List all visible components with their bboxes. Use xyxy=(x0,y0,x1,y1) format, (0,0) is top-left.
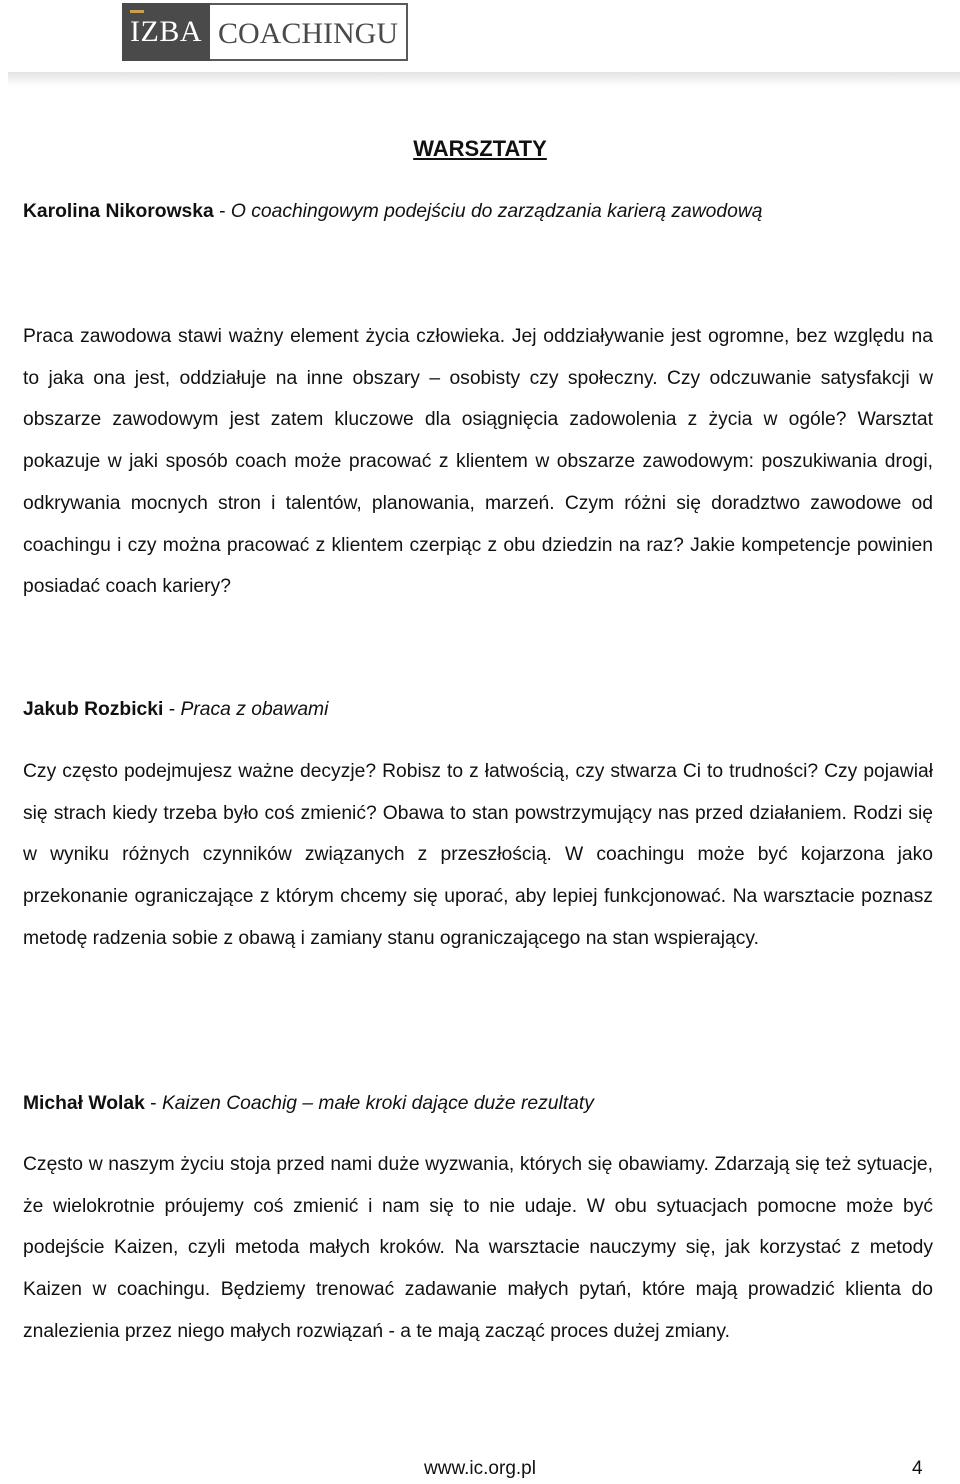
heading-separator: - xyxy=(144,1093,162,1114)
heading-separator: - xyxy=(213,201,231,222)
workshop-topic: Praca z obawami xyxy=(180,699,329,720)
logo-coachingu-box xyxy=(210,3,408,61)
footer-website-url: www.ic.org.pl xyxy=(424,1458,536,1479)
workshop-topic: O coachingowym podejściu do zarządzania karierą zawodową xyxy=(230,201,763,222)
izba-coachingu-logo xyxy=(122,3,408,61)
workshop-topic: Kaizen Coachig – małe kroki dające duże rezultaty xyxy=(161,1093,594,1114)
workshop-heading-3 xyxy=(23,1083,933,1125)
workshop-description-3: Często w naszym życiu stoja przed nami duże wyzwania, których się obawiamy. Zdarzają się też sytuacje, że wielokrotnie próujemy coś zmienić i nam się to nie udaje. W obu sytuacjach pomocne może być podejście Kaizen, czyli metoda małych kroków. Na warsztacie nauczymy się, jak korzystać z metody Kaizen w coachingu. Będziemy trenować zadawanie małych pytań, które mają prowadzić klienta do znalezienia przez niego małych rozwiązań - a te mają zacząć proces dużej zmiany. xyxy=(23,1154,933,1342)
workshop-description-2: Czy często podejmujesz ważne decyzje? Robisz to z łatwością, czy stwarza Ci to trudności? Czy pojawiał się strach kiedy trzeba było coś zmienić? Obawa to stan powstrzymujący nas przed działaniem. Rodzi się w wyniku różnych czynników związanych z przeszłością. W coachingu może być kojarzona jako przekonanie ograniczające z którym chcemy się uporać, aby lepiej funkcjonować. Na warsztacie poznasz metodę radzenia sobie z obawą i zamiany stanu ograniczającego na stan wspierający. xyxy=(23,761,933,949)
header-divider xyxy=(8,72,960,86)
workshop-heading-2 xyxy=(23,689,933,731)
logo-coachingu-text: COACHINGU xyxy=(218,17,398,50)
logo-izba-text: IZBA xyxy=(130,15,202,48)
workshop-author: Jakub Rozbicki xyxy=(23,699,164,720)
page-number: 4 xyxy=(912,1458,923,1479)
heading-separator: - xyxy=(163,699,181,720)
logo-izba-box xyxy=(122,3,210,61)
workshop-author: Michał Wolak xyxy=(23,1093,145,1114)
workshop-author: Karolina Nikorowska xyxy=(23,201,214,222)
workshop-heading-1 xyxy=(23,191,933,233)
workshop-description-1: Praca zawodowa stawi ważny element życia człowieka. Jej oddziaływanie jest ogromne, bez względu na to jaka ona jest, oddziałuje na inne obszary – osobisty czy społeczny. Czy odczuwanie satysfakcji w obszarze zawodowym jest zatem kluczowe dla osiągnięcia zadowolenia z życia w ogóle? Warsztat pokazuje w jaki sposób coach może pracować z klientem w obszarze zawodowym: poszukiwania drogi, odkrywania mocnych stron i talentów, planowania, marzeń. Czym różni się doradztwo zawodowe od coachingu i czy można pracować z klientem czerpiąc z obu dziedzin na raz? Jakie kompetencje powinien posiadać coach kariery? xyxy=(23,326,933,598)
logo-accent-bar xyxy=(130,10,144,13)
page-title: WARSZTATY xyxy=(413,136,547,161)
